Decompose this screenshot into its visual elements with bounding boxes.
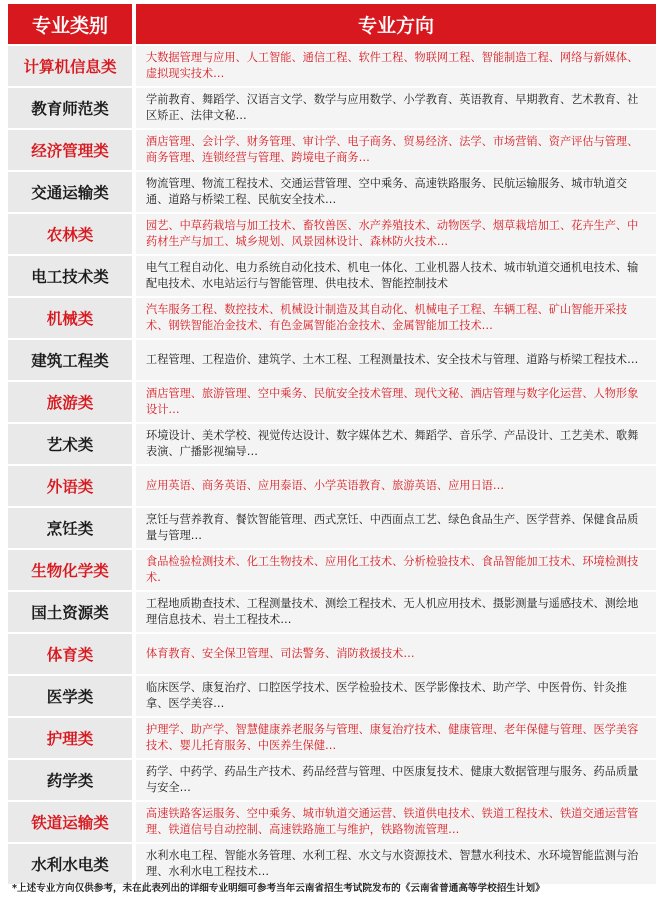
category-cell: 电工技术类: [8, 256, 132, 296]
footnote: *上述专业方向仅供参考，未在此表列出的详细专业明细可参考当年云南省招生考试院发布的《云南省普通高等学校招生计划》: [12, 883, 545, 894]
direction-text: 大数据管理与应用、人工智能、通信工程、软件工程、物联网工程、智能制造工程、网络与新媒体、虚拟现实技术…: [146, 51, 639, 80]
table-row: [8, 172, 656, 212]
direction-cell: [136, 256, 656, 296]
category-cell: 交通运输类: [8, 172, 132, 212]
table-row: [8, 424, 656, 464]
table-row: [8, 130, 656, 170]
table-row: [8, 550, 656, 590]
direction-cell: [136, 424, 656, 464]
category-cell: 药学类: [8, 760, 132, 800]
table-row: [8, 634, 656, 674]
table-row: [8, 214, 656, 254]
table-row: [8, 88, 656, 128]
category-cell: 农林类: [8, 214, 132, 254]
direction-text: 酒店管理、旅游管理、空中乘务、民航安全技术管理、现代文秘、酒店管理与数字化运营、人物形象设计…: [146, 387, 639, 416]
category-cell: 教育师范类: [8, 88, 132, 128]
direction-cell: [136, 172, 656, 212]
direction-text: 学前教育、舞蹈学、汉语言文学、数学与应用数学、小学教育、英语教育、早期教育、艺术教育、社区矫正、法律文秘…: [146, 93, 639, 122]
direction-cell: [136, 340, 656, 380]
direction-cell: [136, 634, 656, 674]
direction-cell: [136, 130, 656, 170]
direction-text: 工程地质勘查技术、工程测量技术、测绘工程技术、无人机应用技术、摄影测量与遥感技术、测绘地理信息技术、岩土工程技术…: [146, 597, 639, 626]
table-row: [8, 508, 656, 548]
table-row: [8, 382, 656, 422]
table-row: [8, 844, 656, 884]
direction-text: 应用英语、商务英语、应用泰语、小学英语教育、旅游英语、应用日语…: [146, 479, 505, 492]
direction-cell: [136, 382, 656, 422]
direction-text: 临床医学、康复治疗、口腔医学技术、医学检验技术、医学影像技术、助产学、中医骨伤、针灸推拿、医学美容…: [146, 681, 628, 710]
table-body: [8, 46, 656, 886]
category-cell: 体育类: [8, 634, 132, 674]
direction-cell: [136, 88, 656, 128]
direction-text: 汽车服务工程、数控技术、机械设计制造及其自动化、机械电子工程、车辆工程、矿山智能开采技术、钢铁智能冶金技术、有色金属智能冶金技术、金属智能加工技术…: [146, 303, 628, 332]
direction-text: 酒店管理、会计学、财务管理、审计学、电子商务、贸易经济、法学、市场营销、资产评估与管理、商务管理、连锁经营与管理、跨境电子商务…: [146, 135, 639, 164]
direction-cell: [136, 214, 656, 254]
direction-text: 物流管理、物流工程技术、交通运营管理、空中乘务、高速铁路服务、民航运输服务、城市轨道交通、道路与桥梁工程、民航安全技术…: [146, 177, 628, 206]
category-cell: 护理类: [8, 718, 132, 758]
direction-cell: [136, 592, 656, 632]
category-cell: 建筑工程类: [8, 340, 132, 380]
category-cell: 铁道运输类: [8, 802, 132, 842]
direction-text: 环境设计、美术学校、视觉传达设计、数字媒体艺术、舞蹈学、音乐学、产品设计、工艺美术、歌舞表演、广播影视编导…: [146, 429, 639, 458]
direction-cell: [136, 550, 656, 590]
direction-cell: [136, 760, 656, 800]
table-row: [8, 256, 656, 296]
category-cell: 水利水电类: [8, 844, 132, 884]
direction-cell: [136, 802, 656, 842]
direction-text: 高速铁路客运服务、空中乘务、城市轨道交通运营、铁道供电技术、铁道工程技术、铁道交通运营管理、铁道信号自动控制、高速铁路施工与维护，铁路物流管理…: [146, 807, 639, 836]
category-cell: 国土资源类: [8, 592, 132, 632]
table-row: [8, 466, 656, 506]
direction-cell: [136, 466, 656, 506]
table-row: [8, 802, 656, 842]
direction-cell: [136, 508, 656, 548]
category-cell: 经济管理类: [8, 130, 132, 170]
direction-cell: [136, 46, 656, 86]
table-row: [8, 760, 656, 800]
category-cell: 烹饪类: [8, 508, 132, 548]
table-row: [8, 592, 656, 632]
table-row: [8, 298, 656, 338]
category-cell: 医学类: [8, 676, 132, 716]
direction-cell: [136, 676, 656, 716]
table-row: [8, 340, 656, 380]
direction-cell: [136, 844, 656, 884]
category-cell: 生物化学类: [8, 550, 132, 590]
direction-text: 电气工程自动化、电力系统自动化技术、机电一体化、工业机器人技术、城市轨道交通机电技术、输配电技术、水电站运行与智能管理、供电技术、智能控制技术: [146, 261, 639, 290]
table-row: [8, 46, 656, 86]
header-category: 专业类别: [8, 4, 132, 44]
direction-text: 护理学、助产学、智慧健康养老服务与管理、康复治疗技术、健康管理、老年保健与管理、医学美容技术、婴儿托育服务、中医养生保健…: [146, 723, 639, 752]
table-row: [8, 676, 656, 716]
direction-cell: [136, 298, 656, 338]
category-cell: 外语类: [8, 466, 132, 506]
header-direction: 专业方向: [136, 4, 656, 44]
direction-text: 体育教育、安全保卫管理、司法警务、消防救援技术…: [146, 647, 415, 660]
table-row: [8, 718, 656, 758]
direction-text: 食品检验检测技术、化工生物技术、应用化工技术、分析检验技术、食品智能加工技术、环境检测技术.: [146, 555, 639, 584]
direction-text: 水利水电工程、智能水务管理、水利工程、水文与水资源技术、智慧水利技术、水环境智能监测与治理、水利水电工程技术…: [146, 849, 639, 878]
direction-text: 园艺、中草药栽培与加工技术、畜牧兽医、水产养殖技术、动物医学、烟草栽培加工、花卉生产、中药材生产与加工、城乡规划、风景园林设计、森林防火技术…: [146, 219, 639, 248]
table-header: [8, 4, 656, 44]
direction-text: 药学、中药学、药品生产技术、药品经营与管理、中医康复技术、健康大数据管理与服务、药品质量与安全…: [146, 765, 639, 794]
direction-cell: [136, 718, 656, 758]
category-cell: 机械类: [8, 298, 132, 338]
direction-text: 工程管理、工程造价、建筑学、土木工程、工程测量技术、安全技术与管理、道路与桥梁工程技术…: [146, 353, 639, 366]
direction-text: 烹饪与营养教育、餐饮智能管理、西式烹饪、中西面点工艺、绿色食品生产、医学营养、保健食品质量与管理…: [146, 513, 639, 542]
category-cell: 计算机信息类: [8, 46, 132, 86]
category-cell: 旅游类: [8, 382, 132, 422]
category-cell: 艺术类: [8, 424, 132, 464]
